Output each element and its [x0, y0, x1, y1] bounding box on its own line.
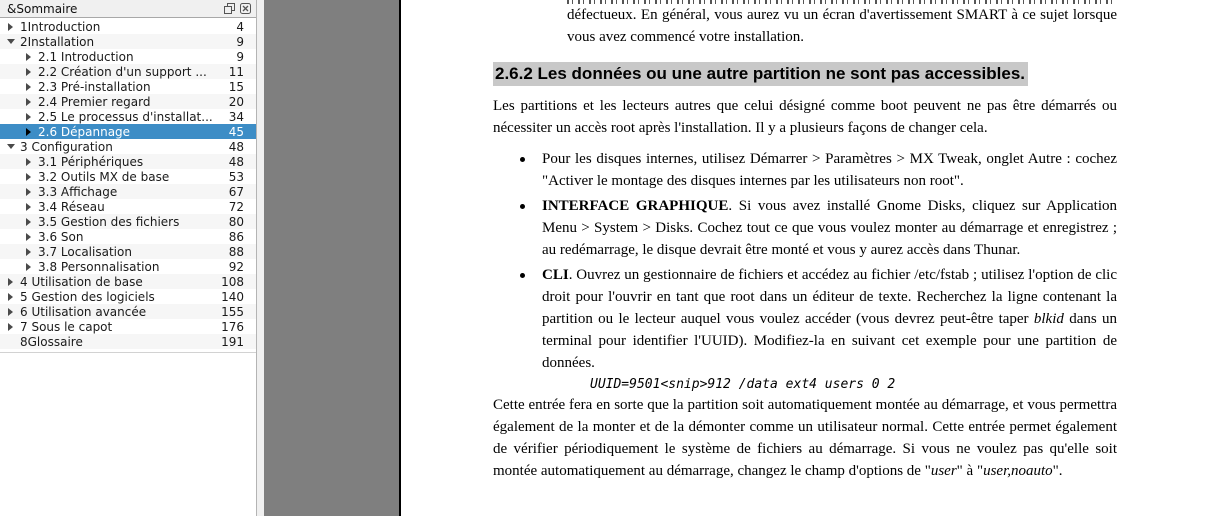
splitter-gap: [257, 0, 264, 516]
toc-item[interactable]: [0, 19, 256, 34]
toc-item-page-number: 72: [228, 199, 244, 214]
expand-arrow-icon[interactable]: [5, 293, 16, 301]
toc-item-page-number: 11: [228, 64, 244, 79]
clipped-text-line: [567, 0, 1113, 4]
expand-arrow-icon[interactable]: [5, 278, 16, 286]
bullet-item: [493, 264, 1117, 374]
text-run: " à ": [956, 463, 984, 479]
toc-item[interactable]: [0, 304, 256, 319]
toc-item-label: 7 Sous le capot: [20, 319, 113, 334]
collapse-arrow-icon[interactable]: [5, 39, 16, 44]
toc-item-page-number: 140: [221, 289, 244, 304]
expand-arrow-icon[interactable]: [23, 158, 34, 166]
dock-header: [0, 0, 256, 18]
bullet-item: [493, 148, 1117, 192]
contents-panel: [0, 0, 257, 516]
toc-item-label: 3.7 Localisation: [38, 244, 132, 259]
toc-item[interactable]: [0, 319, 256, 334]
panel-title: &Sommaire: [7, 1, 78, 16]
expand-arrow-icon[interactable]: [23, 53, 34, 61]
text-run: ".: [1052, 463, 1063, 479]
triangle-glyph: [26, 68, 31, 76]
italic-text: user: [930, 463, 957, 479]
toc-item[interactable]: [0, 199, 256, 214]
toc-item[interactable]: [0, 64, 256, 79]
bullet-item: [493, 195, 1117, 261]
expand-arrow-icon[interactable]: [23, 113, 34, 121]
toc-item-page-number: 88: [228, 244, 244, 259]
tree-divider: [0, 352, 256, 353]
toc-item-label: 3.8 Personnalisation: [38, 259, 160, 274]
toc-item-label: 3 Configuration: [20, 139, 113, 154]
paragraph-lead: Les partitions et les lecteurs autres que celui désigné comme boot peuvent ne pas être démarrés ou nécessiter un accès root après l'installation. Il y a plusieurs façons de changer cela.: [493, 98, 1117, 136]
toc-item-page-number: 80: [228, 214, 244, 229]
toc-item[interactable]: [0, 184, 256, 199]
toc-item[interactable]: [0, 274, 256, 289]
text-run: Pour les disques internes, utilisez Démarrer > Paramètres > MX Tweak, onglet Autre : cochez "Activer le montage des disques internes par les utilisateurs non root".: [542, 151, 1117, 189]
toc-item-label: 6 Utilisation avancée: [20, 304, 147, 319]
toc-item[interactable]: [0, 154, 256, 169]
triangle-glyph: [26, 233, 31, 241]
triangle-glyph: [8, 293, 13, 301]
toc-item-page-number: 86: [228, 229, 244, 244]
expand-arrow-icon[interactable]: [5, 323, 16, 331]
toc-item-label: 1Introduction: [20, 19, 101, 34]
code-line: UUID=9501<snip>912 /data ext4 users 0 2: [590, 377, 896, 392]
toc-tree: [0, 19, 256, 349]
triangle-glyph: [26, 248, 31, 256]
toc-item-label: 4 Utilisation de base: [20, 274, 143, 289]
toc-item-page-number: 48: [228, 139, 244, 154]
toc-item-page-number: 9: [236, 34, 244, 49]
toc-item[interactable]: [0, 214, 256, 229]
section-heading: 2.6.2 Les données ou une autre partition ne sont pas accessibles.: [493, 62, 1028, 86]
toc-item-label: 3.3 Affichage: [38, 184, 118, 199]
bold-text: CLI: [542, 267, 569, 283]
toc-item-label: 3.4 Réseau: [38, 199, 105, 214]
triangle-glyph: [26, 263, 31, 271]
paragraph-closing: [493, 394, 1117, 482]
triangle-glyph: [26, 83, 31, 91]
text-run: . Ouvrez un gestionnaire de fichiers et accédez au fichier /etc/fstab ; utilisez l'option de clic droit pour l'ouvrir en tant que root dans un éditeur de texte. Recherchez la ligne contenant la partition ou le lecteur auquel vous voulez accéder (vous devrez peut-être taper: [542, 267, 1117, 327]
triangle-glyph: [26, 218, 31, 226]
toc-item-label: 2Installation: [20, 34, 95, 49]
toc-item-page-number: 9: [236, 49, 244, 64]
triangle-glyph: [8, 323, 13, 331]
toc-item[interactable]: [0, 109, 256, 124]
text-run: . Si vous avez installé Gnome Disks, cliquez sur Application Menu > System > Disks. Cochez tout ce que vous voulez monter au démarrage et enregistrez ; au redémarrage, le disque devrait être monté et vous y aurez accès dans Thunar.: [542, 198, 1117, 258]
toc-item-page-number: 4: [236, 19, 244, 34]
toc-item[interactable]: [0, 94, 256, 109]
close-icon[interactable]: [239, 2, 252, 15]
toc-item-label: 3.5 Gestion des fichiers: [38, 214, 180, 229]
triangle-glyph: [8, 23, 13, 31]
expand-arrow-icon[interactable]: [23, 83, 34, 91]
triangle-glyph: [26, 128, 31, 136]
triangle-glyph: [7, 39, 15, 44]
toc-item[interactable]: [0, 229, 256, 244]
toc-item-page-number: 92: [228, 259, 244, 274]
document-page: [401, 0, 1209, 516]
toc-item[interactable]: [0, 49, 256, 64]
toc-item[interactable]: [0, 124, 256, 139]
expand-arrow-icon[interactable]: [23, 98, 34, 106]
toc-item-page-number: 67: [228, 184, 244, 199]
paragraph-intro: défectueux. En général, vous aurez vu un écran d'avertissement SMART à ce sujet lorsque vous avez commencé votre installation.: [567, 7, 1117, 45]
expand-arrow-icon[interactable]: [23, 203, 34, 211]
toc-item-label: 3.1 Périphériques: [38, 154, 144, 169]
float-window-icon[interactable]: [223, 2, 236, 15]
triangle-glyph: [8, 308, 13, 316]
toc-item-label: 2.2 Création d'un support ...: [38, 64, 207, 79]
triangle-glyph: [26, 113, 31, 121]
toc-item-label: 3.6 Son: [38, 229, 84, 244]
toc-item-page-number: 191: [221, 334, 244, 349]
toc-item-label: 8Glossaire: [20, 334, 83, 349]
viewer-background: [264, 0, 399, 516]
toc-item-page-number: 20: [228, 94, 244, 109]
expand-arrow-icon[interactable]: [5, 23, 16, 31]
bold-text: INTERFACE GRAPHIQUE: [542, 198, 729, 214]
text-run: Cette entrée fera en sorte que la partition soit automatiquement montée au démarrage, et vous permettra également de la monter et de la démonter comme un utilisateur normal. Cette entrée permet également de vérifier périodiquement le système de fichiers au démarrage. Si vous ne voulez pas qu'elle soit montée automatiquement au démarrage, changez le champ d'options de ": [493, 397, 1117, 479]
toc-item-label: 2.6 Dépannage: [38, 124, 131, 139]
toc-item-page-number: 48: [228, 154, 244, 169]
expand-arrow-icon[interactable]: [23, 128, 34, 136]
toc-item[interactable]: [0, 169, 256, 184]
italic-text: user,noauto: [983, 463, 1053, 479]
toc-item-page-number: 34: [228, 109, 244, 124]
toc-item-label: 5 Gestion des logiciels: [20, 289, 155, 304]
collapse-arrow-icon[interactable]: [5, 144, 16, 149]
triangle-glyph: [26, 53, 31, 61]
toc-item-page-number: 108: [221, 274, 244, 289]
bullet-list: [493, 148, 1117, 374]
toc-item[interactable]: [0, 244, 256, 259]
toc-item-page-number: 53: [228, 169, 244, 184]
toc-item-label: 2.1 Introduction: [38, 49, 134, 64]
toc-item[interactable]: [0, 139, 256, 154]
expand-arrow-icon[interactable]: [23, 188, 34, 196]
page-content: [493, 0, 1117, 482]
expand-arrow-icon[interactable]: [23, 68, 34, 76]
toc-item-label: 2.4 Premier regard: [38, 94, 151, 109]
italic-text: blkid: [1033, 311, 1064, 327]
toc-item-page-number: 155: [221, 304, 244, 319]
triangle-glyph: [26, 98, 31, 106]
section-heading-wrap: [493, 62, 1117, 86]
toc-item[interactable]: [0, 259, 256, 274]
triangle-glyph: [26, 173, 31, 181]
toc-item-page-number: 15: [228, 79, 244, 94]
expand-arrow-icon[interactable]: [23, 233, 34, 241]
toc-item[interactable]: [0, 79, 256, 94]
toc-item-page-number: 176: [221, 319, 244, 334]
toc-item[interactable]: [0, 289, 256, 304]
toc-item-label: 3.2 Outils MX de base: [38, 169, 170, 184]
toc-item-label: 2.5 Le processus d'installat...: [38, 109, 213, 124]
toc-item-label: 2.3 Pré-installation: [38, 79, 151, 94]
expand-arrow-icon[interactable]: [23, 248, 34, 256]
toc-item[interactable]: [0, 34, 256, 49]
expand-arrow-icon[interactable]: [23, 263, 34, 271]
toc-item-page-number: 45: [228, 124, 244, 139]
triangle-glyph: [26, 188, 31, 196]
expand-arrow-icon[interactable]: [23, 173, 34, 181]
triangle-glyph: [26, 158, 31, 166]
expand-arrow-icon[interactable]: [23, 218, 34, 226]
triangle-glyph: [8, 278, 13, 286]
expand-arrow-icon[interactable]: [5, 308, 16, 316]
triangle-glyph: [7, 144, 15, 149]
text-run: dans un terminal pour identifier l'UUID). Modifiez-la en suivant cet exemple pour une partition de données.: [542, 311, 1117, 371]
toc-item[interactable]: [0, 334, 256, 349]
triangle-glyph: [26, 203, 31, 211]
